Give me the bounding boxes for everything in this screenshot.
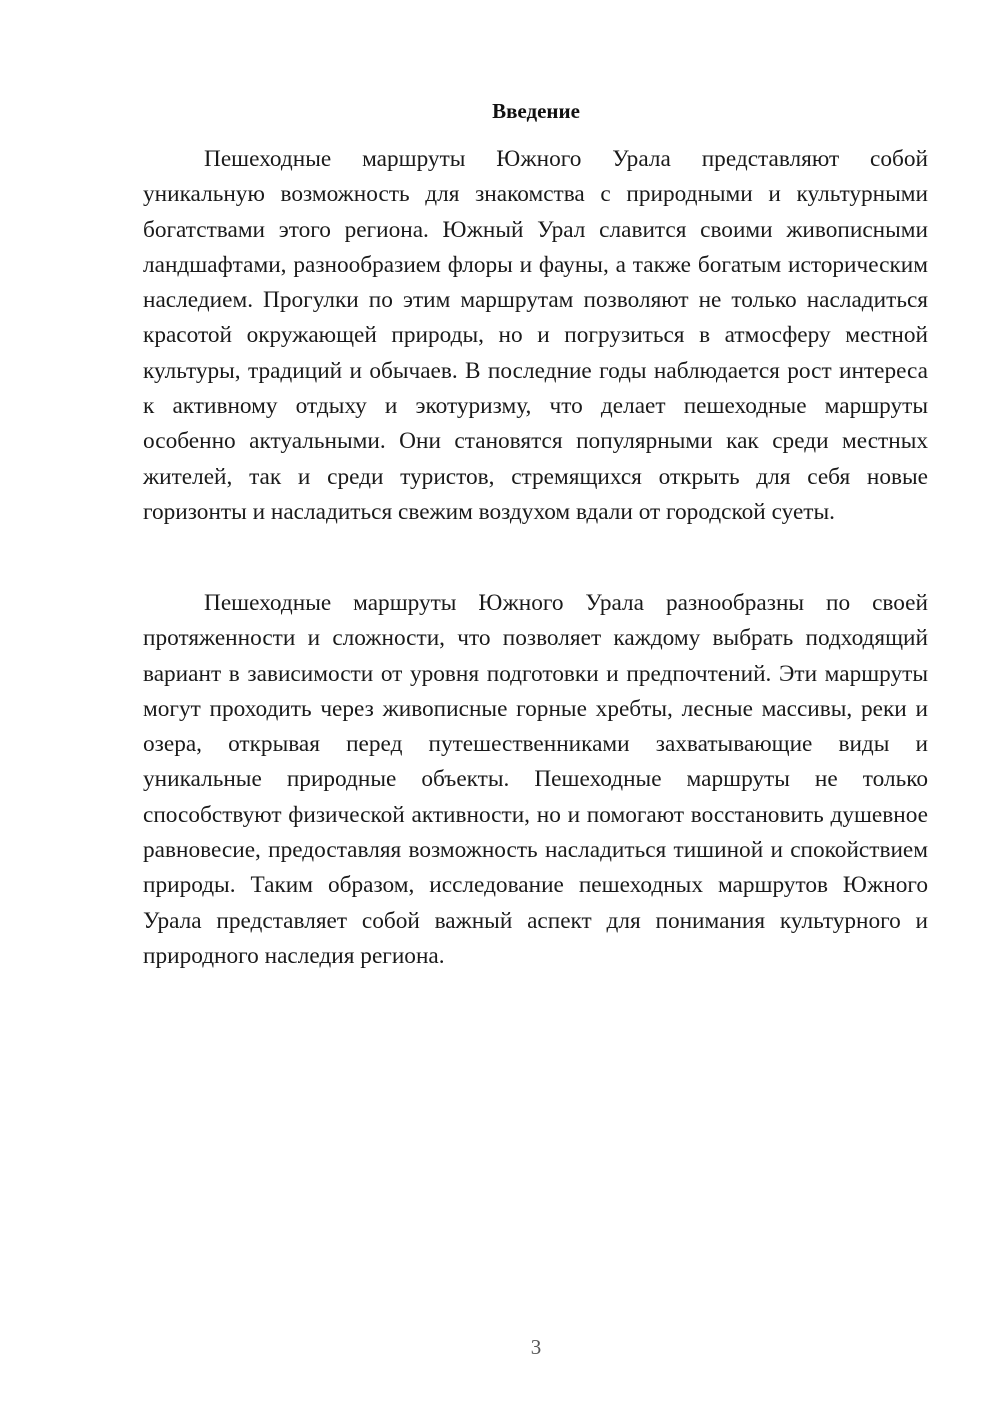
section-heading: Введение bbox=[492, 99, 580, 123]
paragraph-2: Пешеходные маршруты Южного Урала разнообразны по своей протяженности и сложности, что позволяет каждому выбрать подходящий вариант в зависимости от уровня подготовки и предпочтений. Эти маршруты могут проходить через живописные горные хребты, лесные массивы, реки и озера, открывая перед путешественниками захватывающие виды и уникальные природные объекты. Пешеходные маршруты не только способствуют физической активности, но и помогают восстановить душевное равновесие, предоставляя возможность насладиться тишиной и спокойствием природы. Таким образом, исследование пешеходных маршрутов Южного Урала представляет собой важный аспект для понимания культурного и природного наследия региона. bbox=[143, 590, 928, 969]
paragraph-1: Пешеходные маршруты Южного Урала представляют собой уникальную возможность для знакомства с природными и культурными богатствами этого региона. Южный Урал славится своими живописными ландшафтами, разнообразием флоры и фауны, а также богатым историческим наследием. Прогулки по этим маршрутам позволяют не только насладиться красотой окружающей природы, но и погрузиться в атмосферу местной культуры, традиций и обычаев. В последние годы наблюдается рост интереса к активному отдыху и экотуризму, что делает пешеходные маршруты особенно актуальными. Они становятся популярными как среди местных жителей, так и среди туристов, стремящихся открыть для себя новые горизонты и насладиться свежим воздухом вдали от городской суеты. bbox=[143, 146, 928, 525]
page-number: 3 bbox=[530, 1335, 542, 1359]
